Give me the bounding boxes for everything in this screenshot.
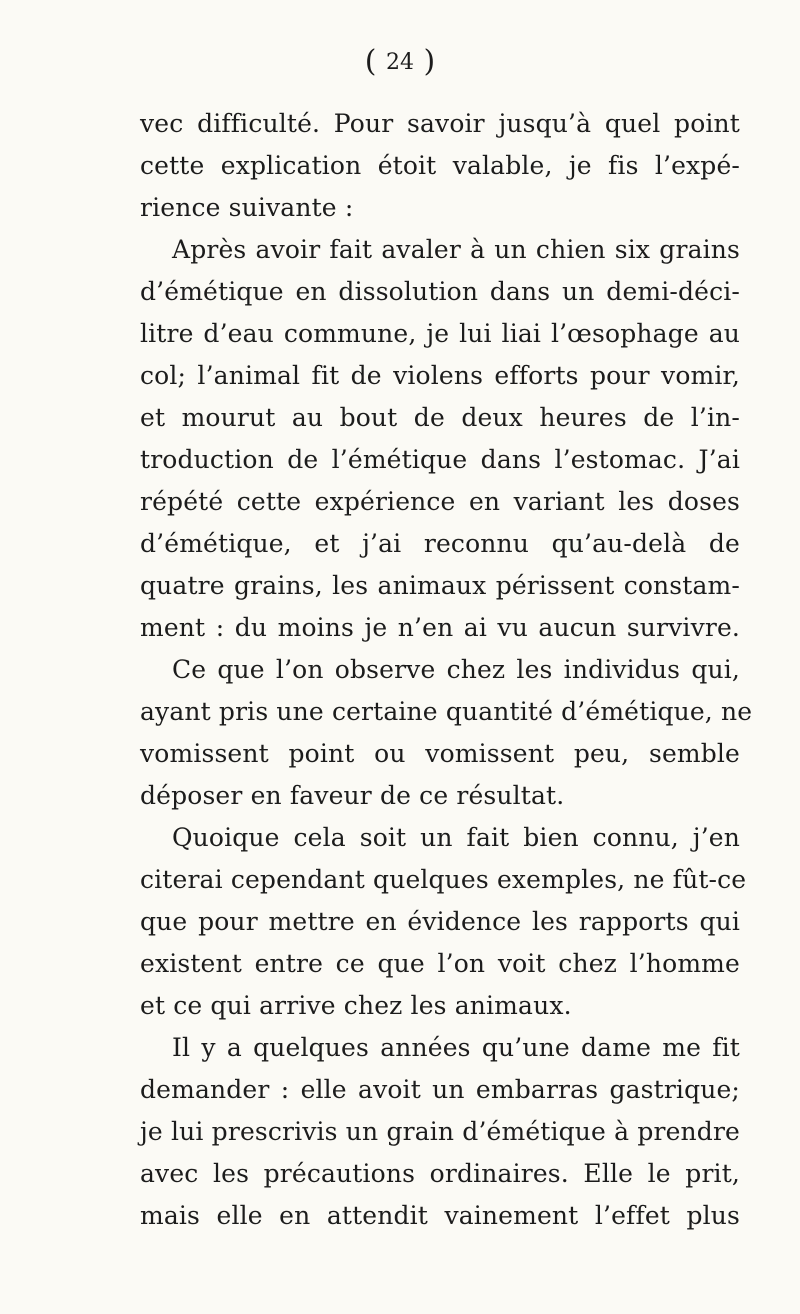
text-line: rience suivante :: [140, 193, 354, 222]
text-line: Quoique cela soit un fait bien connu, j’en: [172, 823, 740, 852]
text-line: déposer en faveur de ce résultat.: [140, 781, 565, 810]
text-line: vec difficulté. Pour savoir jusqu’à quel point: [140, 109, 740, 138]
text-line: Ce que l’on observe chez les individus qui,: [172, 655, 740, 684]
text-line: cette explication étoit valable, je fis l’expé-: [140, 151, 740, 180]
text-line: ment : du moins je n’en ai vu aucun survivre.: [140, 613, 740, 642]
text-line: Après avoir fait avaler à un chien six grains: [172, 235, 740, 264]
text-line: d’émétique en dissolution dans un demi-déci-: [140, 277, 740, 306]
text-line: demander : elle avoit un embarras gastrique;: [140, 1075, 740, 1104]
text-line: existent entre ce que l’on voit chez l’homme: [140, 949, 740, 978]
page-number-value: 24: [386, 50, 414, 75]
text-line: vomissent point ou vomissent peu, semble: [140, 739, 740, 768]
page-number: ( 24 ): [364, 44, 436, 79]
text-line: troduction de l’émétique dans l’estomac. J’ai: [140, 445, 740, 474]
text-line: répété cette expérience en variant les doses: [140, 487, 740, 516]
text-line: et mourut au bout de deux heures de l’in-: [140, 403, 740, 432]
text-line: col; l’animal fit de violens efforts pour vomir,: [140, 361, 740, 390]
text-line: je lui prescrivis un grain d’émétique à prendre: [140, 1117, 740, 1146]
text-line: mais elle en attendit vainement l’effet plus: [140, 1201, 740, 1230]
text-line: que pour mettre en évidence les rapports qui: [140, 907, 740, 936]
text-line: d’émétique, et j’ai reconnu qu’au-delà de: [140, 529, 740, 558]
text-line: et ce qui arrive chez les animaux.: [140, 991, 572, 1020]
text-line: Il y a quelques années qu’une dame me fit: [172, 1033, 740, 1062]
body-text: [140, 103, 753, 1237]
text-line: ayant pris une certaine quantité d’émétique, ne: [140, 697, 753, 726]
text-line: citerai cependant quelques exemples, ne fût-ce: [140, 865, 747, 894]
text-line: quatre grains, les animaux périssent constam-: [140, 571, 740, 600]
text-line: avec les précautions ordinaires. Elle le prit,: [140, 1159, 740, 1188]
text-line: litre d’eau commune, je lui liai l’œsophage au: [140, 319, 740, 348]
